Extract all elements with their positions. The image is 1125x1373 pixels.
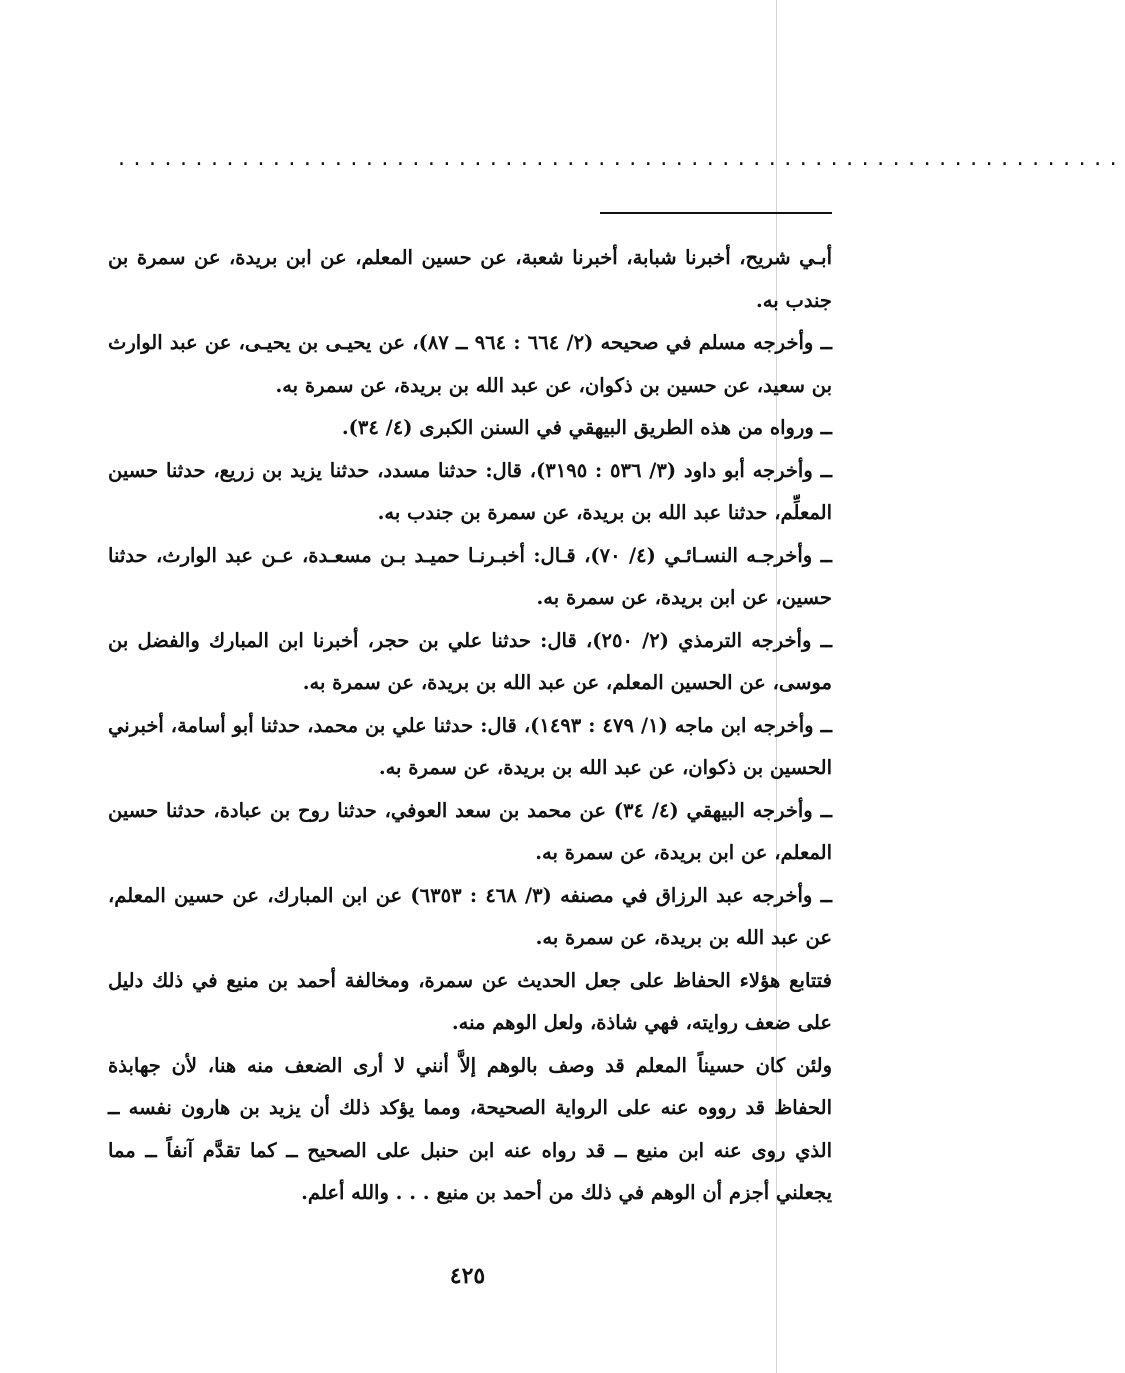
footnote-paragraph-5: ــ وأخرجـه النسـائـي (٤/ ٧٠)، قـال: أخبـرنـا حميـد بـن مسعـدة، عـن عبد الوارث، حدثنا حسين، عن ابن بريدة، عن سمرة به.	[108, 543, 832, 609]
footnote-paragraph-1: أبـي شريح، أخبرنا شبابة، أخبرنا شعبة، عن حسين المعلم، عن ابن بريدة، عن سمرة بن جندب به.	[108, 246, 832, 312]
footnote-paragraph-9: ــ وأخرجه عبد الرزاق في مصنفه (٣/ ٤٦٨ : ٦٣٥٣) عن ابن المبارك، عن حسين المعلم، عن عبد الله بن بريدة، عن سمرة به.	[108, 883, 832, 949]
footnote-paragraph-4: ــ وأخرجه أبو داود (٣/ ٥٣٦ : ٣١٩٥)، قال: حدثنا مسدد، حدثنا يزيد بن زريع، حدثنا حسين المعلِّم، حدثنا عبد الله بن بريدة، عن سمرة بن جندب به.	[108, 458, 832, 524]
footnote-paragraph-2: ــ وأخرجه مسلم في صحيحه (٢/ ٦٦٤ : ٩٦٤ ــ ٨٧)، عن يحيـى بن يحيـى، عن عبد الوارث بن سعيد، عن حسين بن ذكوان، عن عبد الله بن بريدة، عن سمرة به.	[108, 331, 832, 397]
footnote-paragraph-11: ولئن كان حسيناً المعلم قد وصف بالوهم إلاَّ أنني لا أرى الضعف منه هنا، لأن جهابذة الحفاظ قد رووه عنه على الرواية الصحيحة، ومما يؤكد ذلك أن يزيد بن هارون نفسه ــ الذي روى عنه ابن منيع ــ قد رواه عنه ابن حنبل على الصحيح ــ كما تقدَّم آنفاً ــ مما يجعلني أجزم أن الوهم في ذلك من أحمد بن منيع . . . والله أعلم.	[108, 1053, 832, 1204]
footnote-paragraph-3: ــ ورواه من هذه الطريق البيهقي في السنن الكبرى (٤/ ٣٤).	[341, 416, 832, 439]
footnote-rule	[600, 212, 832, 214]
footnote-text	[108, 237, 832, 1215]
footnote-paragraph-6: ــ وأخرجه الترمذي (٢/ ٢٥٠)، قال: حدثنا علي بن حجر، أخبرنا ابن المبارك والفضل بن موسى، عن الحسين المعلم، عن عبد الله بن بريدة، عن سمرة به.	[108, 628, 832, 694]
footnote-paragraph-8: ــ وأخرجه البيهقي (٤/ ٣٤) عن محمد بن سعد العوفي، حدثنا روح بن عبادة، حدثنا حسين المعلم، عن ابن بريدة، عن سمرة به.	[108, 798, 832, 864]
footnote-paragraph-7: ــ وأخرجه ابن ماجه (١/ ٤٧٩ : ١٤٩٣)، قال: حدثنا علي بن محمد، حدثنا أبو أسامة، أخبرني الحسين بن ذكوان، عن عبد الله بن بريدة، عن سمرة به.	[108, 713, 832, 779]
page-number: ٤٢٥	[449, 1263, 486, 1289]
dotted-separator: .................................................................	[118, 146, 1125, 171]
footnote-paragraph-10: فتتابع هؤلاء الحفاظ على جعل الحديث عن سمرة، ومخالفة أحمد بن منيع في ذلك دليل على ضعف روايته، فهي شاذة، ولعل الوهم منه.	[108, 968, 832, 1034]
